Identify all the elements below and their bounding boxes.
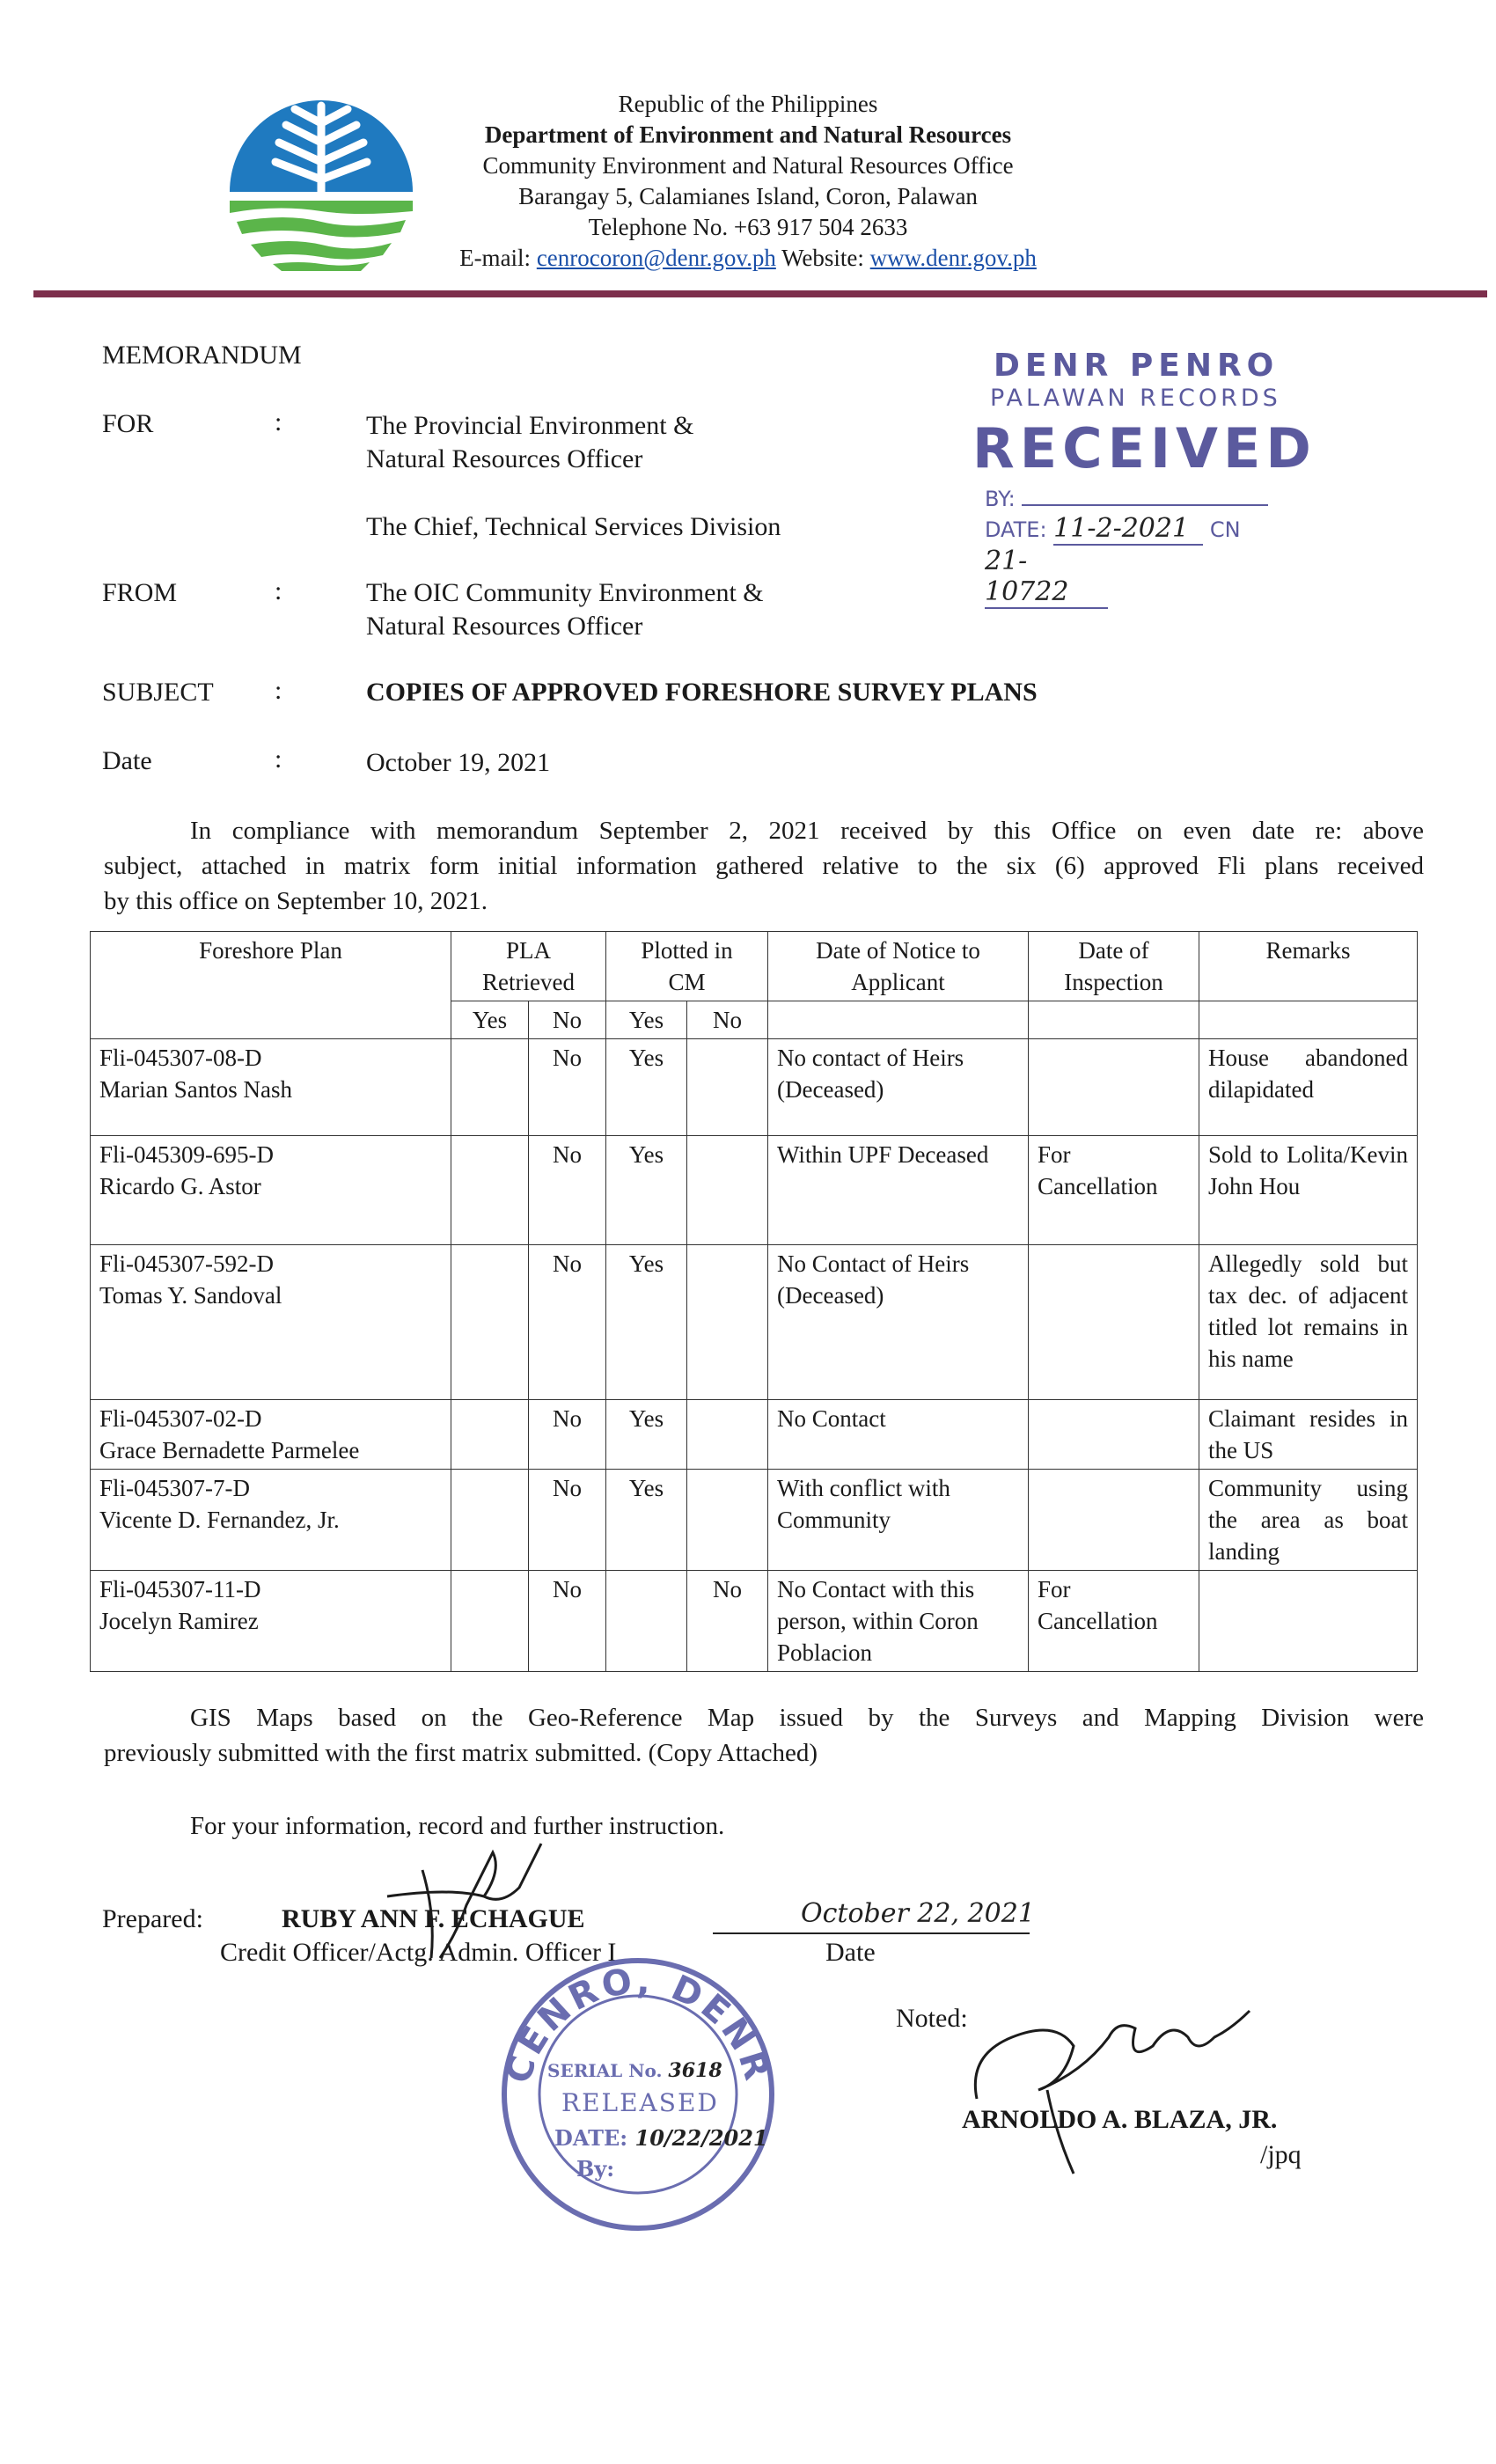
received-stamp (972, 348, 1368, 607)
cell-inspection (1029, 1470, 1199, 1571)
letterhead-address: Barangay 5, Calamianes Island, Coron, Palawan (518, 183, 978, 209)
letterhead-republic: Republic of the Philippines (618, 91, 878, 117)
cell-pla-no: No (529, 1136, 606, 1245)
cell-remarks: Allegedly sold but tax dec. of adjacent titled lot remains in his name (1199, 1245, 1418, 1400)
header-pla-line2: Retrieved (482, 969, 575, 995)
from-sender-line2: Natural Resources Officer (366, 612, 643, 641)
seal-serial-label: SERIAL No. (547, 2060, 663, 2081)
plan-number: Fli-045309-695-D (99, 1141, 274, 1168)
reference-initials: /jpq (1260, 2140, 1302, 2169)
cell-pla-no: No (529, 1571, 606, 1672)
cell-cm-no (687, 1136, 768, 1245)
subheader-pla-no: No (529, 1001, 606, 1039)
received-cn-value: 21-10722 (985, 546, 1108, 609)
header-plotted-line1: Plotted in (641, 937, 733, 964)
header-insp-line2: Inspection (1064, 969, 1163, 995)
cell-notice: No Contact of Heirs (Deceased) (768, 1245, 1029, 1400)
prepared-title: Credit Officer/Actg. Admin. Officer I (220, 1938, 617, 1967)
header-rule (33, 290, 1487, 297)
header-date-of-inspection (1029, 932, 1199, 1001)
received-stamp-by (985, 487, 1268, 511)
cell-inspection: For Cancellation (1029, 1136, 1199, 1245)
table-header-row (91, 932, 1418, 1001)
paragraph-intro-line2: subject, attached in matrix form initial information gathered relative to the six (6) approved Fli plans received (104, 852, 1424, 880)
cell-inspection: For Cancellation (1029, 1571, 1199, 1672)
cell-cm-yes: Yes (606, 1039, 687, 1136)
paragraph-gis-line1: GIS Maps based on the Geo-Reference Map issued by the Surveys and Mapping Division were (190, 1704, 1424, 1732)
table-row (91, 1136, 1418, 1245)
prepared-date-handwritten: October 22, 2021 (801, 1898, 1035, 1929)
applicant-name: Tomas Y. Sandoval (99, 1282, 282, 1309)
cell-plan (91, 1245, 451, 1400)
cell-pla-no: No (529, 1400, 606, 1470)
date-caption: Date (825, 1938, 876, 1967)
date-colon: : (275, 744, 282, 774)
cenro-released-seal (493, 1949, 783, 2240)
table-row (91, 1400, 1418, 1470)
cell-inspection (1029, 1400, 1199, 1470)
plan-number: Fli-045307-11-D (99, 1576, 261, 1602)
cell-pla-yes (451, 1571, 529, 1672)
received-by-line (1022, 504, 1268, 506)
cell-cm-yes: Yes (606, 1136, 687, 1245)
cell-plan (91, 1039, 451, 1136)
header-insp-line1: Date of (1078, 937, 1149, 964)
cell-remarks: Claimant resides in the US (1199, 1400, 1418, 1470)
subheader-pla-yes: Yes (451, 1001, 529, 1039)
noted-name: ARNOLDO A. BLAZA, JR. (962, 2105, 1278, 2134)
header-pla-line1: PLA (505, 937, 551, 964)
header-plotted-line2: CM (668, 969, 706, 995)
seal-date-label: DATE: (554, 2125, 628, 2151)
cell-cm-yes (606, 1571, 687, 1672)
header-notice-line1: Date of Notice to (816, 937, 980, 964)
cell-cm-no (687, 1039, 768, 1136)
paragraph-closing: For your information, record and further instruction. (190, 1812, 725, 1840)
prepared-label: Prepared: (102, 1904, 203, 1933)
cell-remarks: Sold to Lolita/Kevin John Hou (1199, 1136, 1418, 1245)
from-sender-line1: The OIC Community Environment & (366, 578, 764, 607)
cell-pla-yes (451, 1136, 529, 1245)
cell-plan (91, 1400, 451, 1470)
header-notice-line2: Applicant (851, 969, 945, 995)
cell-inspection (1029, 1039, 1199, 1136)
prepared-signature (370, 1835, 546, 1967)
seal-by-label: By: (576, 2156, 615, 2182)
received-cn-label: CN (1209, 517, 1241, 542)
received-stamp-received: RECEIVED (972, 416, 1316, 480)
applicant-name: Vicente D. Fernandez, Jr. (99, 1507, 340, 1533)
received-stamp-records: PALAWAN RECORDS (990, 385, 1281, 412)
cell-cm-yes: Yes (606, 1470, 687, 1571)
received-stamp-office: DENR PENRO (994, 348, 1280, 384)
cell-notice: No contact of Heirs (Deceased) (768, 1039, 1029, 1136)
received-by-label: BY: (985, 487, 1016, 511)
plan-number: Fli-045307-7-D (99, 1475, 250, 1501)
for-recipient-line1: The Provincial Environment & (366, 411, 694, 440)
cell-plan (91, 1470, 451, 1571)
received-date-label: DATE: (985, 517, 1047, 542)
subheader-empty (768, 1001, 1029, 1039)
plan-number: Fli-045307-02-D (99, 1405, 262, 1432)
letterhead-department: Department of Environment and Natural Resources (484, 121, 1012, 148)
subheader-empty (1199, 1001, 1418, 1039)
subject-label: SUBJECT (102, 678, 214, 707)
applicant-name: Ricardo G. Astor (99, 1173, 261, 1199)
paragraph-intro-line1: In compliance with memorandum September 2, 2021 received by this Office on even date re: above (190, 817, 1424, 845)
header-date-of-notice (768, 932, 1029, 1001)
prepared-name: RUBY ANN F. ECHAGUE (282, 1904, 585, 1933)
subheader-cm-yes: Yes (606, 1001, 687, 1039)
website-link[interactable]: www.denr.gov.ph (869, 245, 1037, 271)
email-label: E-mail: (459, 245, 532, 271)
cell-cm-no (687, 1470, 768, 1571)
cell-pla-no: No (529, 1039, 606, 1136)
seal-date-value: 10/22/2021 (634, 2125, 768, 2151)
cell-inspection (1029, 1245, 1199, 1400)
foreshore-plans-table (90, 931, 1418, 1672)
cell-cm-no: No (687, 1571, 768, 1672)
memo-heading: MEMORANDUM (102, 341, 302, 370)
subject-text: COPIES OF APPROVED FORESHORE SURVEY PLANS (366, 678, 1038, 707)
date-label: Date (102, 746, 152, 775)
plan-number: Fli-045307-592-D (99, 1250, 274, 1277)
cell-pla-yes (451, 1400, 529, 1470)
for-colon: : (275, 407, 282, 436)
subject-colon: : (275, 676, 282, 705)
applicant-name: Marian Santos Nash (99, 1076, 292, 1103)
cell-notice: Within UPF Deceased (768, 1136, 1029, 1245)
cell-remarks: House abandoned dilapidated (1199, 1039, 1418, 1136)
header-foreshore-plan: Foreshore Plan (91, 932, 451, 1039)
noted-label: Noted: (896, 2004, 968, 2033)
seal-ring-text: CENRO, DENR (498, 1961, 778, 2088)
received-stamp-date (985, 513, 1368, 609)
header-remarks: Remarks (1199, 932, 1418, 1001)
cell-plan (91, 1571, 451, 1672)
date-line (713, 1932, 1030, 1934)
cell-pla-no: No (529, 1470, 606, 1571)
memo-date: October 19, 2021 (366, 748, 551, 777)
cell-pla-yes (451, 1470, 529, 1571)
for-label: FOR (102, 409, 154, 438)
table-row (91, 1470, 1418, 1571)
cell-cm-yes: Yes (606, 1400, 687, 1470)
received-date-value: 11-2-2021 (1053, 513, 1203, 546)
cell-pla-no: No (529, 1245, 606, 1400)
seal-serial (547, 2059, 722, 2082)
cell-pla-yes (451, 1245, 529, 1400)
cell-cm-yes: Yes (606, 1245, 687, 1400)
table-row (91, 1245, 1418, 1400)
cell-pla-yes (451, 1039, 529, 1136)
plan-number: Fli-045307-08-D (99, 1045, 262, 1071)
website-label: Website: (781, 245, 864, 271)
cell-notice: No Contact with this person, within Coron Poblacion (768, 1571, 1029, 1672)
from-label: FROM (102, 578, 178, 607)
seal-released: RELEASED (561, 2088, 719, 2117)
subheader-empty (1029, 1001, 1199, 1039)
for-recipient-line3: The Chief, Technical Services Division (366, 512, 781, 541)
seal-date (554, 2125, 768, 2151)
header-pla-retrieved (451, 932, 606, 1001)
cell-cm-no (687, 1245, 768, 1400)
table-row (91, 1039, 1418, 1136)
subheader-cm-no: No (687, 1001, 768, 1039)
seal-serial-value: 3618 (668, 2059, 722, 2082)
for-recipient-line2: Natural Resources Officer (366, 444, 643, 473)
letterhead-office: Community Environment and Natural Resources Office (482, 152, 1014, 179)
paragraph-gis-line2: previously submitted with the first matrix submitted. (Copy Attached) (104, 1739, 818, 1767)
cell-cm-no (687, 1400, 768, 1470)
from-colon: : (275, 576, 282, 605)
applicant-name: Grace Bernadette Parmelee (99, 1437, 360, 1463)
cell-plan (91, 1136, 451, 1245)
cell-remarks (1199, 1571, 1418, 1672)
email-link[interactable]: cenrocoron@denr.gov.ph (536, 245, 776, 271)
header-plotted-in-cm (606, 932, 768, 1001)
cell-remarks: Community using the area as boat landing (1199, 1470, 1418, 1571)
letterhead-telephone: Telephone No. +63 917 504 2633 (588, 214, 908, 240)
cell-notice: No Contact (768, 1400, 1029, 1470)
table-row (91, 1571, 1418, 1672)
applicant-name: Jocelyn Ramirez (99, 1608, 259, 1634)
paragraph-intro-line3: by this office on September 10, 2021. (104, 887, 488, 915)
letterhead-contact (0, 243, 1496, 274)
noted-signature (959, 1984, 1258, 2178)
cell-notice: With conflict with Community (768, 1470, 1029, 1571)
